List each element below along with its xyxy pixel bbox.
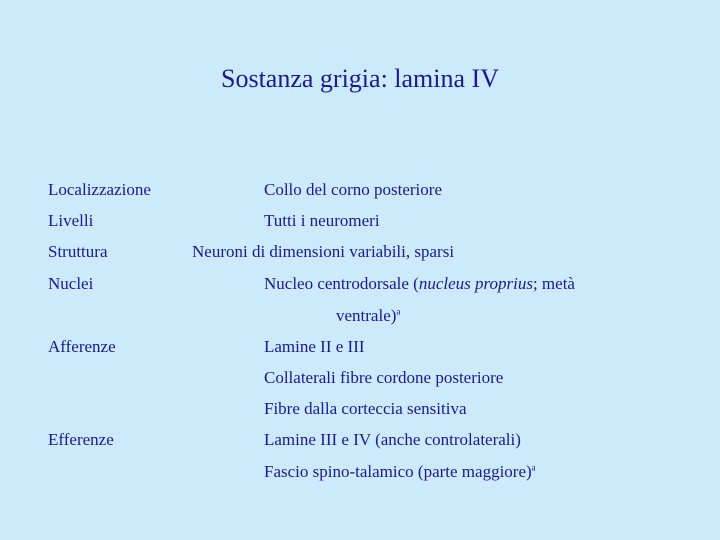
label-localizzazione: Localizzazione: [48, 180, 151, 199]
value-localizzazione: Collo del corno posteriore: [264, 180, 442, 199]
value-nuclei-cont-text: ventrale): [336, 306, 397, 325]
value-afferenze-3: Fibre dalla corteccia sensitiva: [264, 399, 467, 418]
label-struttura: Struttura: [48, 242, 108, 261]
label-nuclei: Nuclei: [48, 274, 94, 293]
value-afferenze-2: Collaterali fibre cordone posteriore: [264, 368, 504, 387]
footnote-marker: a: [531, 462, 536, 473]
label-livelli: Livelli: [48, 211, 94, 230]
label-efferenze: Efferenze: [48, 430, 114, 449]
value-struttura: Neuroni di dimensioni variabili, sparsi: [192, 242, 455, 261]
value-efferenze-2-text: Fascio spino-talamico (parte maggiore): [264, 462, 532, 481]
value-efferenze-1: Lamine III e IV (anche controlaterali): [264, 430, 521, 449]
page-title: Sostanza grigia: lamina IV: [221, 64, 499, 93]
value-efferenze-2: [264, 462, 536, 482]
value-afferenze-1: Lamine II e III: [264, 337, 365, 356]
value-nuclei: [264, 274, 575, 294]
value-nuclei-pre: Nucleo centrodorsale (: [264, 274, 419, 293]
value-livelli: Tutti i neuromeri: [264, 211, 380, 230]
value-nuclei-continued: [336, 306, 400, 326]
footnote-marker: a: [396, 306, 401, 317]
value-nuclei-post: ; metà: [532, 274, 575, 293]
value-nuclei-italic: nucleus proprius: [418, 274, 533, 293]
label-afferenze: Afferenze: [48, 337, 116, 356]
